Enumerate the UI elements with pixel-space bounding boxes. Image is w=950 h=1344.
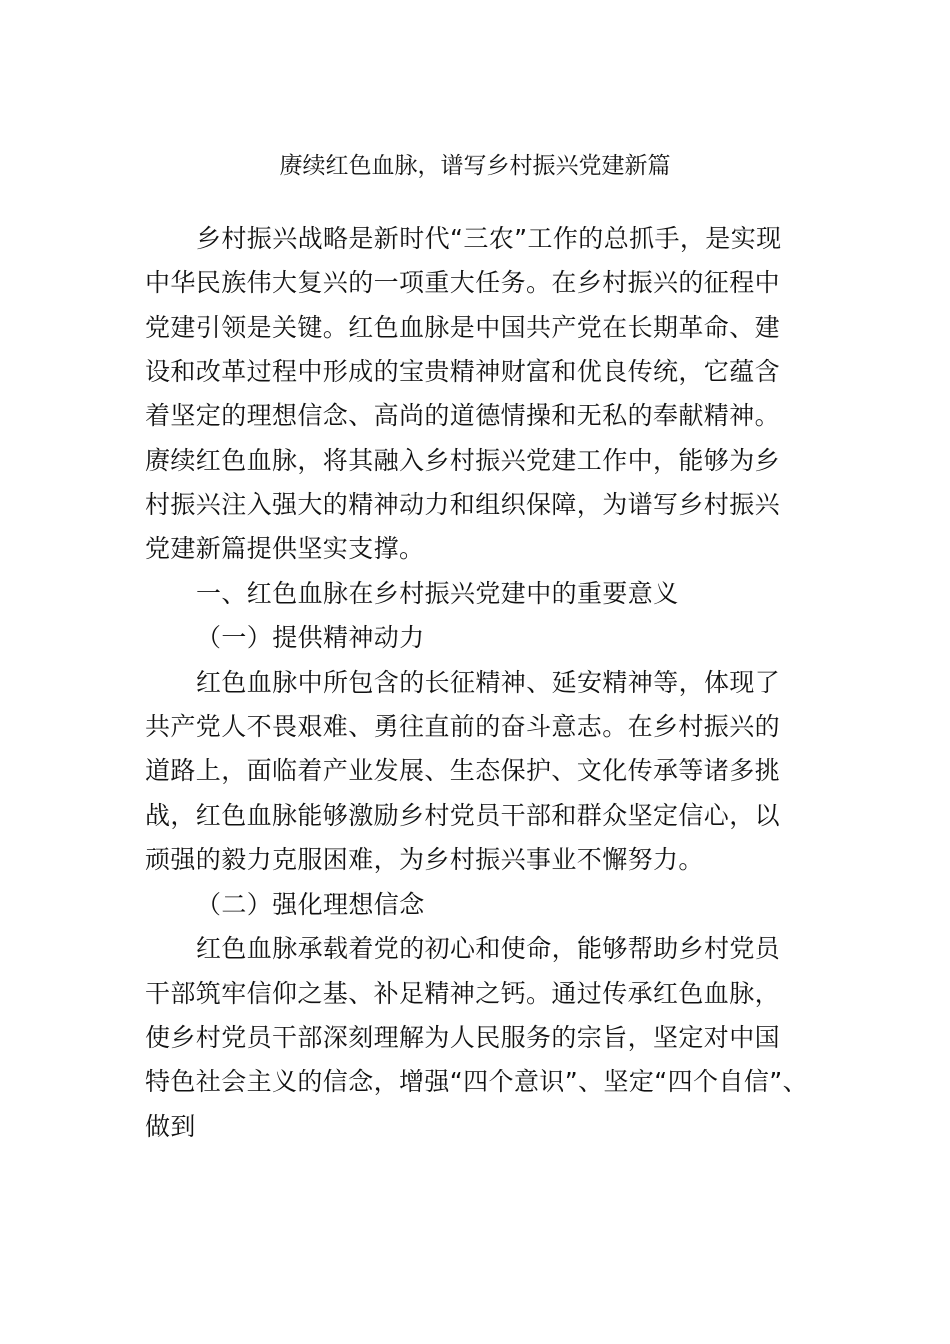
paragraph-line: 顽强的毅力克服困难，为乡村振兴事业不懈努力。 <box>145 845 704 874</box>
paragraph-line: 村振兴注入强大的精神动力和组织保障，为谱写乡村振兴 <box>145 490 781 519</box>
paragraph-line: 党建引领是关键。红色血脉是中国共产党在长期革命、建 <box>145 313 781 342</box>
paragraph-line: 共产党人不畏艰难、勇往直前的奋斗意志。在乡村振兴的 <box>145 712 781 741</box>
paragraph-line: 做到 <box>145 1112 196 1141</box>
paragraph-line: 设和改革过程中形成的宝贵精神财富和优良传统，它蕴含 <box>145 357 781 386</box>
paragraph-line: 着坚定的理想信念、高尚的道德情操和无私的奉献精神。 <box>145 401 781 430</box>
paragraph-line: 道路上，面临着产业发展、生态保护、文化传承等诸多挑 <box>145 756 781 785</box>
paragraph-line: 使乡村党员干部深刻理解为人民服务的宗旨，坚定对中国 <box>145 1023 781 1052</box>
paragraph-line: 特色社会主义的信念，增强“四个意识”、坚定“四个自信”、 <box>145 1067 809 1096</box>
document-title: 赓续红色血脉，谱写乡村振兴党建新篇 <box>279 153 671 179</box>
paragraph-line: 中华民族伟大复兴的一项重大任务。在乡村振兴的征程中 <box>145 268 781 297</box>
paragraph-line: 党建新篇提供坚实支撑。 <box>145 534 425 563</box>
paragraph-line: 红色血脉中所包含的长征精神、延安精神等，体现了 <box>196 668 781 697</box>
paragraph-line: 干部筑牢信仰之基、补足精神之钙。通过传承红色血脉， <box>145 979 781 1008</box>
paragraph-line: 乡村振兴战略是新时代“三农”工作的总抓手，是实现 <box>196 224 782 253</box>
subsection-heading: （二）强化理想信念 <box>196 890 425 919</box>
subsection-heading: （一）提供精神动力 <box>196 623 425 652</box>
paragraph-line: 红色血脉承载着党的初心和使命，能够帮助乡村党员 <box>196 934 781 963</box>
paragraph-line: 赓续红色血脉，将其融入乡村振兴党建工作中，能够为乡 <box>145 446 781 475</box>
section-heading: 一、红色血脉在乡村振兴党建中的重要意义 <box>196 579 679 608</box>
paragraph-line: 战，红色血脉能够激励乡村党员干部和群众坚定信心，以 <box>145 801 781 830</box>
